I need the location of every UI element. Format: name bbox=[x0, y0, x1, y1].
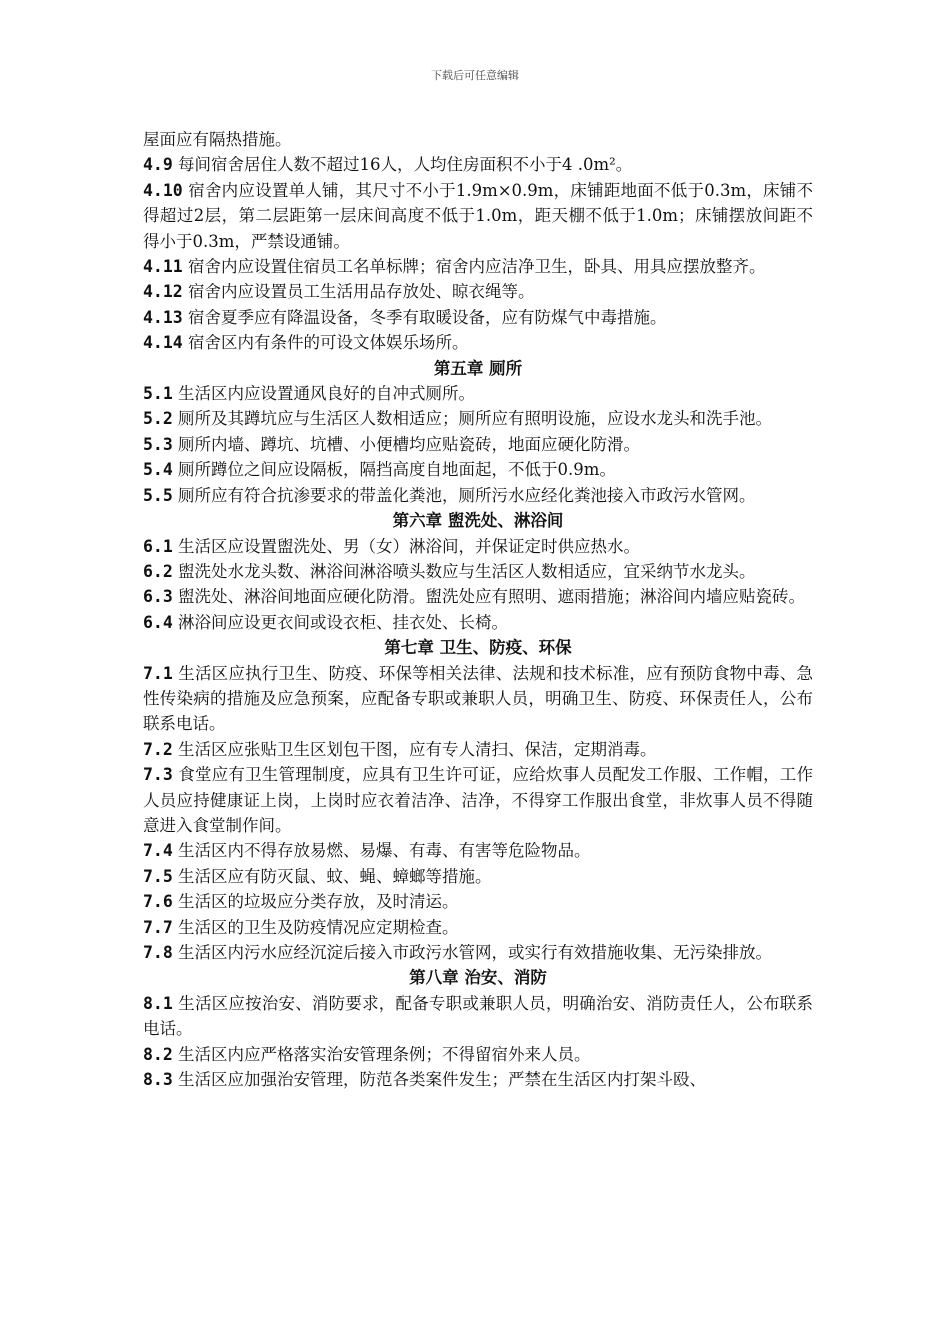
clause-paragraph bbox=[143, 178, 813, 254]
clause-paragraph bbox=[143, 381, 813, 406]
clause-number: 6.1 bbox=[143, 536, 173, 556]
clause-number: 5.2 bbox=[143, 409, 173, 429]
clause-text: 宿舍内应设置住宿员工名单标牌；宿舍内应洁净卫生，卧具、用具应摆放整齐。 bbox=[182, 257, 766, 277]
chapter-heading: 第七章 卫生、防疫、环保 bbox=[384, 638, 572, 658]
clause-text: 宿舍内应设置员工生活用品存放处、晾衣绳等。 bbox=[182, 282, 535, 302]
clause-paragraph bbox=[143, 152, 813, 177]
clause-text: 宿舍内应设置单人铺，其尺寸不小于1.9m×0.9m，床铺距地面不低于0.3m，床铺不得超过2层，第二层距第一层床间高度不低于1.0m，距天棚不低于1.0m；床铺摆放间距不得小于0.3m，严禁设通铺。 bbox=[143, 180, 813, 251]
clause-text: 每间宿舍居住人数不超过16人，人均住房面积不小于4 .0m²。 bbox=[172, 155, 633, 175]
clause-number: 7.7 bbox=[143, 917, 173, 937]
clause-number: 6.4 bbox=[143, 612, 173, 632]
clause-number: 7.3 bbox=[143, 765, 173, 785]
clause-paragraph bbox=[143, 584, 813, 609]
clause-number: 8.3 bbox=[143, 1070, 173, 1090]
clause-paragraph bbox=[143, 991, 813, 1042]
clause-number: 7.4 bbox=[143, 841, 173, 861]
clause-number: 5.1 bbox=[143, 384, 173, 404]
clause-text: 生活区内应设置通风良好的自冲式厕所。 bbox=[172, 384, 476, 404]
clause-paragraph bbox=[143, 940, 813, 965]
clause-number: 7.1 bbox=[143, 663, 173, 683]
clause-paragraph bbox=[143, 762, 813, 838]
clause-number: 5.5 bbox=[143, 485, 173, 505]
clause-text: 淋浴间应设更衣间或设衣柜、挂衣处、长椅。 bbox=[172, 612, 509, 632]
clause-text: 厕所应有符合抗渗要求的带盖化粪池，厕所污水应经化粪池接入市政污水管网。 bbox=[172, 485, 756, 505]
clause-paragraph bbox=[143, 457, 813, 482]
clause-text: 生活区应执行卫生、防疫、环保等相关法律、法规和技术标准，应有预防食物中毒、急性传染病的措施及应急预案，应配备专职或兼职人员，明确卫生、防疫、环保责任人，公布联系电话。 bbox=[143, 663, 813, 734]
clause-number: 6.3 bbox=[143, 587, 173, 607]
document-body bbox=[143, 127, 813, 1092]
clause-paragraph bbox=[143, 889, 813, 914]
chapter-heading: 第五章 厕所 bbox=[433, 358, 523, 378]
clause-text: 盥洗处水龙头数、淋浴间淋浴喷头数应与生活区人数相适应，宜采纳节水龙头。 bbox=[172, 561, 756, 581]
clause-paragraph bbox=[143, 305, 813, 330]
clause-number: 4.10 bbox=[143, 180, 183, 200]
clause-number: 4.12 bbox=[143, 282, 183, 302]
clause-paragraph bbox=[143, 254, 813, 279]
clause-paragraph bbox=[143, 661, 813, 737]
clause-number: 7.8 bbox=[143, 943, 173, 962]
clause-text: 生活区内应严格落实治安管理条例；不得留宿外来人员。 bbox=[172, 1044, 591, 1064]
clause-paragraph bbox=[143, 737, 813, 762]
clause-paragraph bbox=[143, 838, 813, 863]
clause-number: 4.14 bbox=[143, 333, 183, 353]
clause-paragraph bbox=[143, 610, 813, 635]
clause-paragraph bbox=[143, 534, 813, 559]
clause-paragraph bbox=[143, 127, 813, 152]
clause-text: 厕所蹲位之间应设隔板，隔挡高度自地面起，不低于0.9m。 bbox=[172, 460, 616, 480]
clause-number: 6.2 bbox=[143, 561, 173, 581]
clause-text: 生活区的垃圾应分类存放，及时清运。 bbox=[172, 892, 459, 912]
clause-number: 4.13 bbox=[143, 307, 183, 327]
clause-number: 7.6 bbox=[143, 892, 173, 912]
clause-paragraph bbox=[143, 915, 813, 940]
clause-text: 宿舍区内有条件的可设文体娱乐场所。 bbox=[182, 333, 469, 353]
chapter-heading: 第八章 治安、消防 bbox=[409, 968, 547, 988]
clause-paragraph bbox=[143, 432, 813, 457]
clause-text: 生活区应加强治安管理，防范各类案件发生；严禁在生活区内打架斗殴、 bbox=[172, 1070, 707, 1090]
clause-paragraph bbox=[143, 330, 813, 355]
clause-text: 生活区应张贴卫生区划包干图，应有专人清扫、保洁，定期消毒。 bbox=[172, 739, 657, 759]
clause-number: 8.1 bbox=[143, 993, 173, 1013]
clause-paragraph bbox=[143, 1042, 813, 1067]
clause-number: 4.9 bbox=[143, 155, 173, 175]
clause-paragraph bbox=[143, 559, 813, 584]
clause-text: 生活区应设置盥洗处、男（女）淋浴间，并保证定时供应热水。 bbox=[172, 536, 641, 556]
clause-paragraph bbox=[143, 1067, 813, 1092]
clause-text: 生活区应有防灭鼠、蚊、蝇、蟑螂等措施。 bbox=[172, 866, 492, 886]
clause-text: 食堂应有卫生管理制度，应具有卫生许可证，应给炊事人员配发工作服、工作帽，工作人员应持健康证上岗，上岗时应衣着洁净、洁净，不得穿工作服出食堂，非炊事人员不得随意进入食堂制作间。 bbox=[143, 765, 813, 835]
clause-text: 盥洗处、淋浴间地面应硬化防滑。盥洗处应有照明、遮雨措施；淋浴间内墙应贴瓷砖。 bbox=[172, 587, 806, 607]
clause-text: 生活区内污水应经沉淀后接入市政污水管网，或实行有效措施收集、无污染排放。 bbox=[172, 943, 773, 962]
clause-text: 宿舍夏季应有降温设备，冬季有取暖设备，应有防煤气中毒措施。 bbox=[182, 307, 667, 327]
clause-text: 生活区内不得存放易燃、易爆、有毒、有害等危险物品。 bbox=[172, 841, 591, 861]
clause-paragraph bbox=[143, 864, 813, 889]
clause-number: 7.5 bbox=[143, 866, 173, 886]
clause-number: 8.2 bbox=[143, 1044, 173, 1064]
clause-number: 7.2 bbox=[143, 739, 173, 759]
clause-text: 生活区的卫生及防疫情况应定期检查。 bbox=[172, 917, 459, 937]
clause-paragraph bbox=[143, 483, 813, 508]
page-header: 下载后可任意编辑 bbox=[431, 69, 519, 82]
clause-text: 生活区应按治安、消防要求，配备专职或兼职人员，明确治安、消防责任人，公布联系电话。 bbox=[143, 993, 813, 1039]
clause-text: 厕所内墙、蹲坑、坑槽、小便槽均应贴瓷砖，地面应硬化防滑。 bbox=[172, 434, 641, 454]
clause-text: 屋面应有隔热措施。 bbox=[143, 130, 292, 149]
clause-paragraph bbox=[143, 406, 813, 431]
chapter-heading: 第六章 盥洗处、淋浴间 bbox=[392, 511, 564, 531]
clause-text: 厕所及其蹲坑应与生活区人数相适应；厕所应有照明设施，应设水龙头和洗手池。 bbox=[172, 409, 773, 429]
clause-number: 5.4 bbox=[143, 460, 173, 480]
clause-number: 4.11 bbox=[143, 257, 183, 277]
clause-number: 5.3 bbox=[143, 434, 173, 454]
clause-paragraph bbox=[143, 279, 813, 304]
